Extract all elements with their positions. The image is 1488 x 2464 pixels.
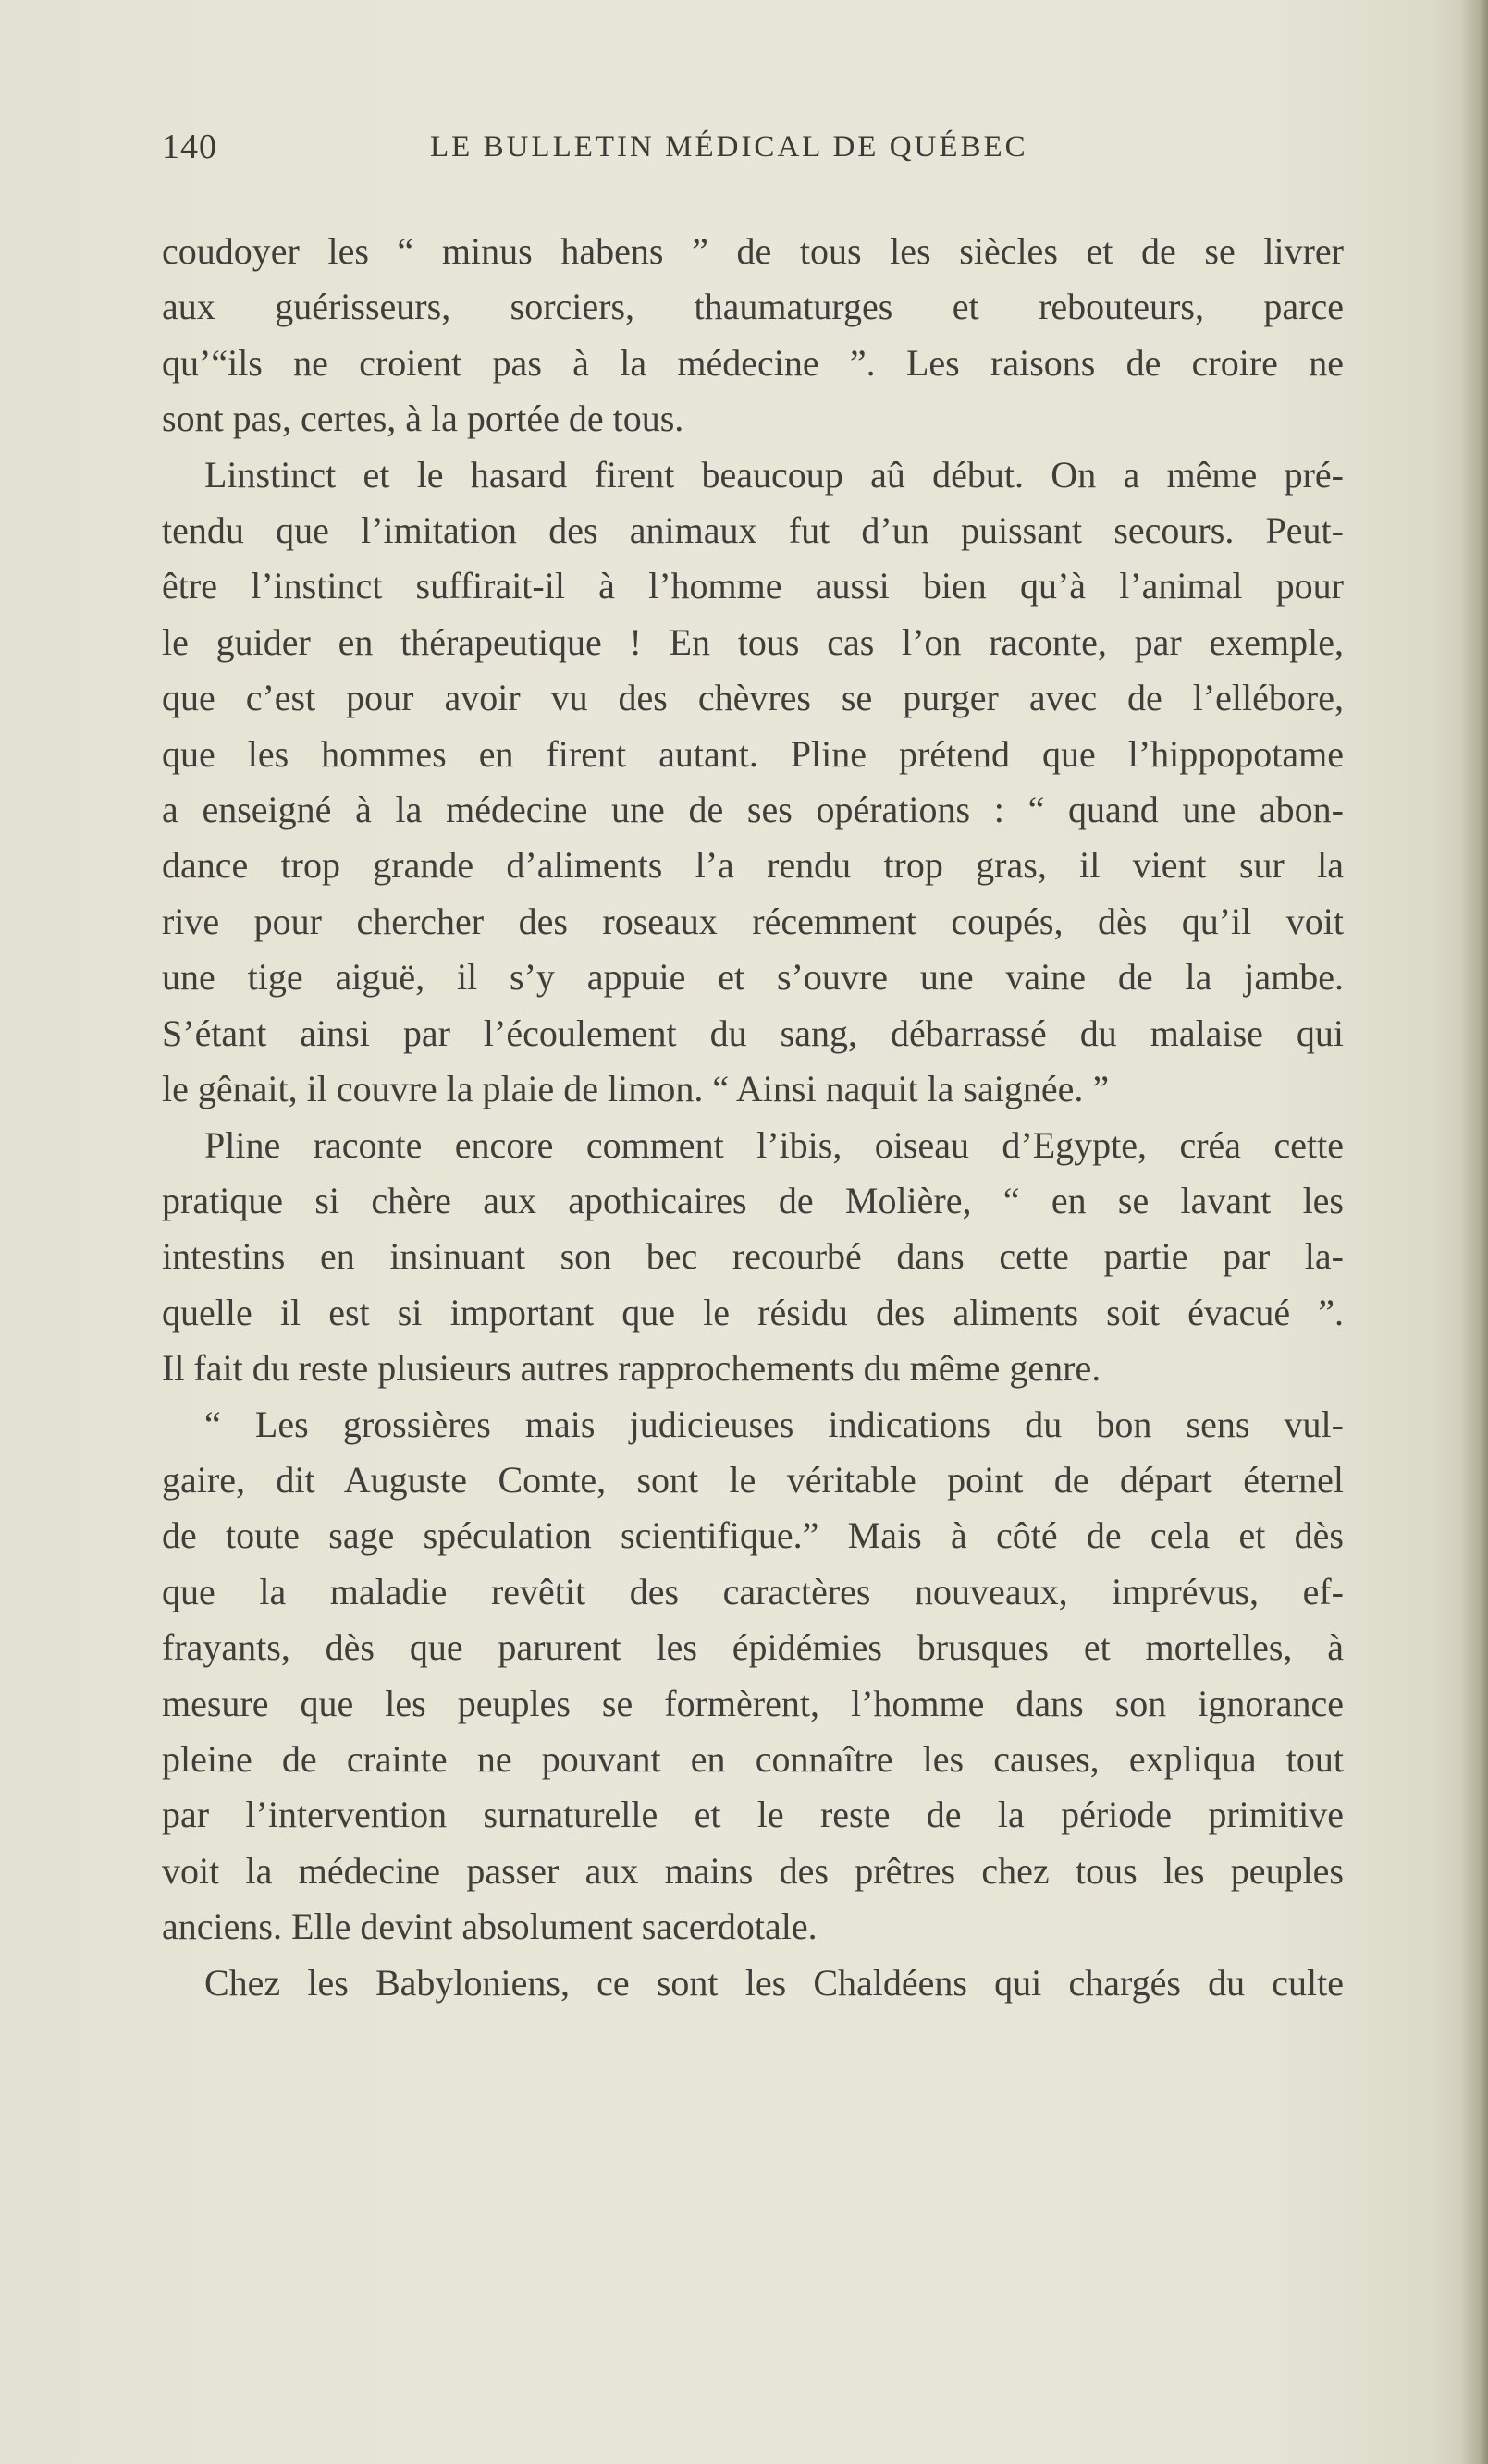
text-line: pratique si chère aux apothicaires de Molière, “ en se lavant les: [162, 1179, 1344, 1221]
text-line: sont pas, certes, à la portée de tous.: [162, 398, 684, 440]
text-line: S’étant ainsi par l’écoulement du sang, débarrassé du malaise qui: [162, 1011, 1344, 1054]
text-line: coudoyer les “ minus habens ” de tous les siècles et de se livrer: [162, 230, 1344, 272]
text-line: a enseigné à la médecine une de ses opérations : “ quand une abon-: [162, 789, 1344, 831]
text-line: “ Les grossières mais judicieuses indications du bon sens vul-: [204, 1403, 1344, 1445]
spine-shadow: [1460, 0, 1488, 2464]
paragraph-3: [162, 1118, 1344, 1397]
text-line: être l’instinct suffirait-il à l’homme aussi bien qu’à l’animal pour: [162, 565, 1344, 607]
text-line: Chez les Babyloniens, ce sont les Chaldéens qui chargés du culte: [204, 1961, 1344, 2004]
text-line: frayants, dès que parurent les épidémies brusques et mortelles, à: [162, 1626, 1344, 1669]
text-line: une tige aiguë, il s’y appuie et s’ouvre une vaine de la jambe.: [162, 956, 1344, 999]
text-line: voit la médecine passer aux mains des prêtres chez tous les peuples: [162, 1849, 1344, 1892]
text-line: quelle il est si important que le résidu des aliments soit évacué ”.: [162, 1291, 1344, 1333]
page-header: [162, 127, 1346, 178]
text-line: intestins en insinuant son bec recourbé dans cette partie par la-: [162, 1235, 1344, 1278]
text-line: le guider en thérapeutique ! En tous cas l’on raconte, par exemple,: [162, 620, 1344, 663]
text-line: gaire, dit Auguste Comte, sont le véritable point de départ éternel: [162, 1458, 1344, 1501]
text-line: pleine de crainte ne pouvant en connaître les causes, expliqua tout: [162, 1737, 1344, 1780]
text-line: le gênait, il couvre la plaie de limon. “ Ainsi naquit la saignée. ”: [162, 1068, 1110, 1110]
text-line: mesure que les peuples se formèrent, l’homme dans son ignorance: [162, 1682, 1344, 1724]
text-line: Linstinct et le hasard firent beaucoup aû début. On a même pré-: [204, 453, 1344, 496]
text-line: que c’est pour avoir vu des chèvres se purger avec de l’ellébore,: [162, 677, 1344, 719]
text-line: que la maladie revêtit des caractères nouveaux, imprévus, ef-: [162, 1570, 1344, 1612]
text-line: qu’“ils ne croient pas à la médecine ”. Les raisons de croire ne: [162, 341, 1344, 384]
text-line: de toute sage spéculation scientifique.” Mais à côté de cela et dès: [162, 1514, 1344, 1557]
text-line: anciens. Elle devint absolument sacerdotale.: [162, 1906, 818, 1948]
body-text: [162, 224, 1344, 2011]
paragraph-5: [162, 1955, 1344, 2011]
page-number: 140: [162, 128, 217, 166]
text-line: que les hommes en firent autant. Pline prétend que l’hippopotame: [162, 732, 1344, 775]
text-line: par l’intervention surnaturelle et le reste de la période primitive: [162, 1794, 1344, 1836]
paragraph-2: [162, 447, 1344, 1118]
text-line: tendu que l’imitation des animaux fut d’un puissant secours. Peut-: [162, 509, 1344, 552]
text-line: rive pour chercher des roseaux récemment coupés, dès qu’il voit: [162, 900, 1344, 942]
text-line: aux guérisseurs, sorciers, thaumaturges et rebouteurs, parce: [162, 286, 1344, 328]
text-line: Il fait du reste plusieurs autres rapprochements du même genre.: [162, 1347, 1101, 1390]
text-line: dance trop grande d’aliments l’a rendu trop gras, il vient sur la: [162, 844, 1344, 887]
paragraph-1: [162, 224, 1344, 447]
text-line: Pline raconte encore comment l’ibis, oiseau d’Egypte, créa cette: [204, 1123, 1344, 1166]
paragraph-4: [162, 1397, 1344, 1955]
running-head: LE BULLETIN MÉDICAL DE QUÉBEC: [430, 130, 1028, 164]
